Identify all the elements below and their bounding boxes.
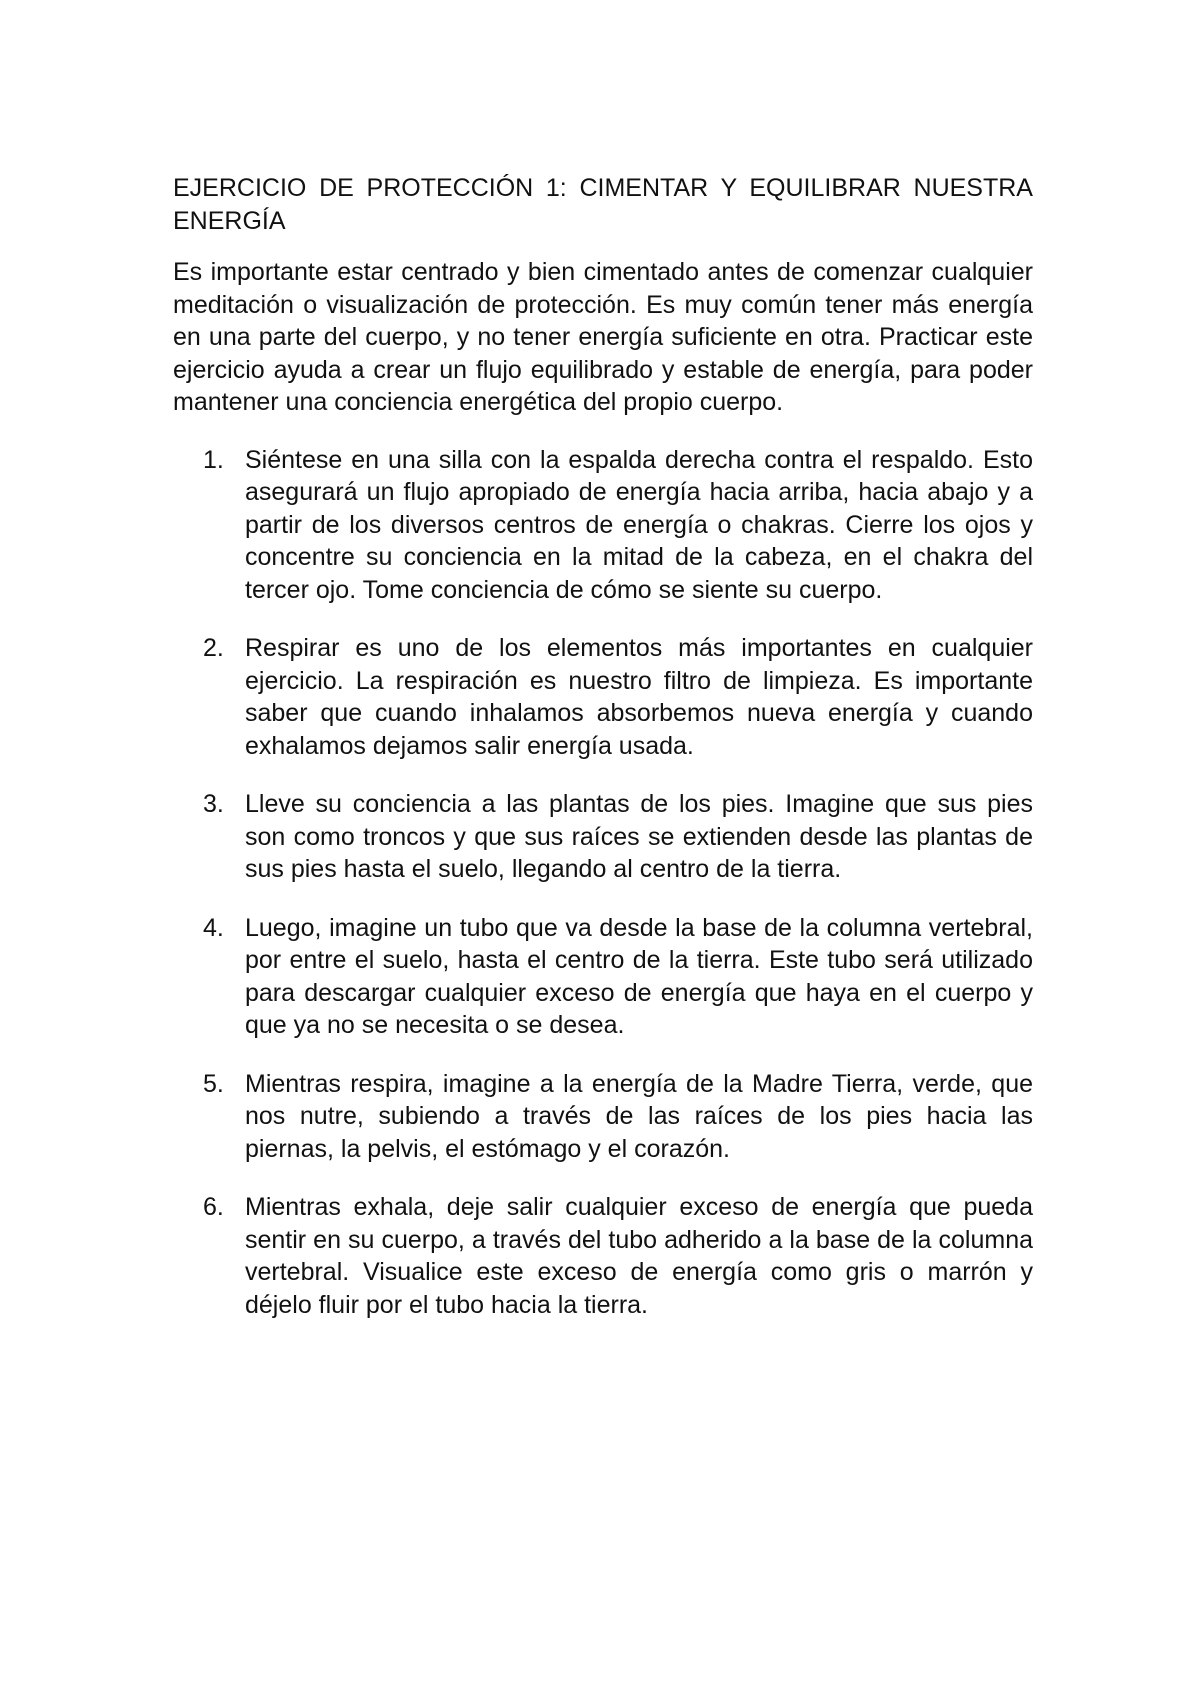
list-item (173, 444, 1033, 607)
step-number: 1. (203, 445, 224, 474)
step-number: 6. (203, 1193, 224, 1221)
list-item (173, 1191, 1033, 1321)
document-title: EJERCICIO DE PROTECCIÓN 1: CIMENTAR Y EQUILIBRAR NUESTRA ENERGÍA (173, 174, 1033, 235)
step-text: Lleve su conciencia a las plantas de los pies. Imagine que sus pies son como troncos y que sus raíces se extienden desde las plantas de sus pies hasta el suelo, llegando al centro de la tierra. (245, 790, 1033, 883)
list-item (173, 788, 1033, 886)
step-number: 4. (203, 913, 224, 942)
document-page (173, 172, 1033, 1347)
list-item (173, 632, 1033, 762)
list-item (173, 912, 1033, 1042)
step-number: 5. (203, 1069, 224, 1098)
step-text: Respirar es uno de los elementos más importantes en cualquier ejercicio. La respiración es nuestro filtro de limpieza. Es importante saber que cuando inhalamos absorbemos nueva energía y cuando exhalamos dejamos salir energía usada. (245, 634, 1033, 760)
step-text: Luego, imagine un tubo que va desde la base de la columna vertebral, por entre el suelo, hasta el centro de la tierra. Este tubo será utilizado para descargar cualquier exceso de energía que haya en el cuerpo y que ya no se necesita o se desea. (245, 913, 1033, 1039)
list-item (173, 1068, 1033, 1166)
steps-list (173, 444, 1033, 1322)
step-text: Mientras exhala, deje salir cualquier exceso de energía que pueda sentir en su cuerpo, a través del tubo adherido a la base de la columna vertebral. Visualice este exceso de energía como gris o marrón y déjelo fluir por el tubo hacia la tierra. (245, 1193, 1033, 1319)
intro-paragraph: Es importante estar centrado y bien cimentado antes de comenzar cualquier meditación o visualización de protección. Es muy común tener más energía en una parte del cuerpo, y no tener energía suficiente en otra. Practicar este ejercicio ayuda a crear un flujo equilibrado y estable de energía, para poder mantener una conciencia energética del propio cuerpo. (173, 258, 1033, 416)
step-text: Siéntese en una silla con la espalda derecha contra el respaldo. Esto asegurará un flujo apropiado de energía hacia arriba, hacia abajo y a partir de los diversos centros de energía o chakras. Cierre los ojos y concentre su conciencia en la mitad de la cabeza, en el chakra del tercer ojo. Tome conciencia de cómo se siente su cuerpo. (245, 445, 1033, 604)
step-text: Mientras respira, imagine a la energía de la Madre Tierra, verde, que nos nutre, subiendo a través de las raíces de los pies hacia las piernas, la pelvis, el estómago y el corazón. (245, 1069, 1033, 1163)
step-number: 2. (203, 634, 224, 662)
step-number: 3. (203, 790, 224, 818)
